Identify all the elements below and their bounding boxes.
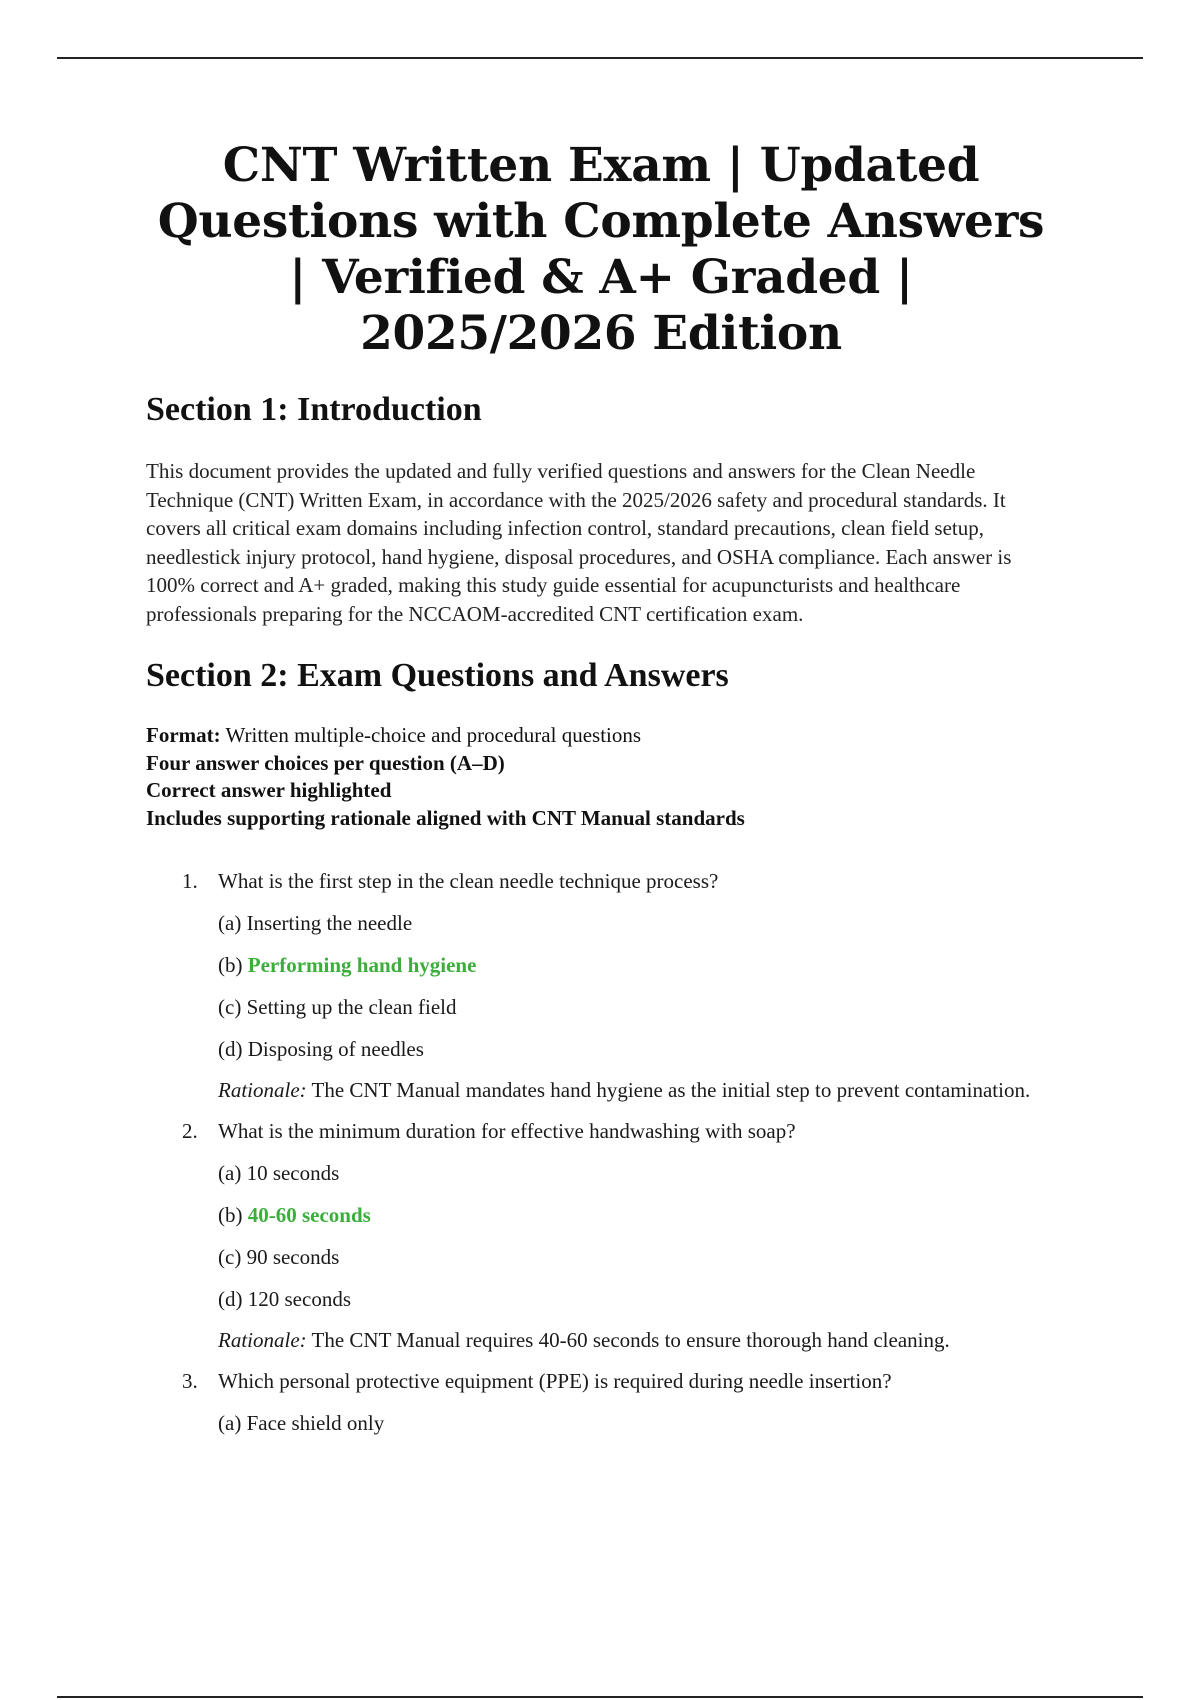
rationale	[218, 1320, 1056, 1360]
highlight-note: Correct answer highlighted	[146, 778, 392, 802]
question-number: 2.	[182, 1119, 198, 1143]
question-item	[146, 1110, 1056, 1360]
answer-choices-note: Four answer choices per question (A–D)	[146, 750, 505, 775]
document-content	[146, 138, 1056, 1444]
introduction-paragraph: This document provides the updated and fully verified questions and answers for the Clean Needle Technique (CNT) Written Exam, in accordance with the 2025/2026 safety and procedural standards. It covers all critical exam domains including infection control, standard precautions, clean field setup, needlestick injury protocol, hand hygiene, disposal procedures, and OSHA compliance. Each answer is 100% correct and A+ graded, making this study guide essential for acupuncturists and healthcare professionals preparing for the NCCAOM-accredited CNT certification exam.	[146, 459, 1012, 626]
option-label: (b)	[218, 1203, 243, 1227]
question-item	[146, 1360, 1056, 1444]
answer-option	[218, 1402, 1056, 1444]
question-number: 1.	[182, 869, 198, 893]
rationale-text: The CNT Manual mandates hand hygiene as the initial step to prevent contamination.	[311, 1078, 1031, 1102]
option-text: Inserting the needle	[246, 911, 413, 935]
answer-option	[218, 1028, 1056, 1070]
option-text: Face shield only	[246, 1411, 385, 1435]
option-text: 40-60 seconds	[247, 1203, 371, 1227]
option-text: 90 seconds	[246, 1245, 340, 1269]
rationale-text: The CNT Manual requires 40-60 seconds to ensure thorough hand cleaning.	[311, 1328, 950, 1352]
option-label: (c)	[218, 1245, 242, 1269]
section-2-heading: Section 2: Exam Questions and Answers	[146, 657, 729, 694]
option-text: Setting up the clean field	[246, 995, 457, 1019]
bottom-rule	[57, 1696, 1143, 1698]
question-text: Which personal protective equipment (PPE) is required during needle insertion?	[218, 1369, 892, 1393]
question-text: What is the minimum duration for effective handwashing with soap?	[218, 1119, 796, 1143]
option-label: (c)	[218, 995, 242, 1019]
option-text: Performing hand hygiene	[247, 953, 477, 977]
correct-answer-option	[218, 944, 1056, 986]
answer-option	[218, 902, 1056, 944]
question-text: What is the first step in the clean needle technique process?	[218, 869, 719, 893]
format-label: Format:	[146, 723, 221, 747]
format-block	[146, 722, 1056, 832]
top-rule	[57, 57, 1143, 59]
question-list	[146, 860, 1056, 1444]
rationale-label: Rationale:	[218, 1078, 307, 1102]
format-line	[146, 722, 1056, 750]
option-label: (a)	[218, 911, 242, 935]
answer-option	[218, 1236, 1056, 1278]
section-1-heading: Section 1: Introduction	[146, 391, 482, 428]
document-title: CNT Written Exam | Updated Questions with Complete Answers | Verified & A+ Graded | 2025/2026 Edition	[157, 138, 1045, 361]
answer-option	[218, 1278, 1056, 1320]
option-label: (d)	[218, 1037, 243, 1061]
answer-option	[218, 1152, 1056, 1194]
option-text: Disposing of needles	[247, 1037, 424, 1061]
question-number: 3.	[182, 1369, 198, 1393]
answer-option	[218, 986, 1056, 1028]
option-label: (d)	[218, 1287, 243, 1311]
rationale-note: Includes supporting rationale aligned with CNT Manual standards	[146, 805, 745, 830]
option-label: (b)	[218, 953, 243, 977]
rationale-label: Rationale:	[218, 1328, 307, 1352]
rationale	[218, 1070, 1056, 1110]
option-label: (a)	[218, 1411, 242, 1435]
format-value: Written multiple-choice and procedural questions	[225, 723, 642, 747]
correct-answer-option	[218, 1194, 1056, 1236]
option-text: 10 seconds	[246, 1161, 340, 1185]
option-text: 120 seconds	[247, 1287, 351, 1311]
question-item	[146, 860, 1056, 1110]
option-label: (a)	[218, 1161, 242, 1185]
